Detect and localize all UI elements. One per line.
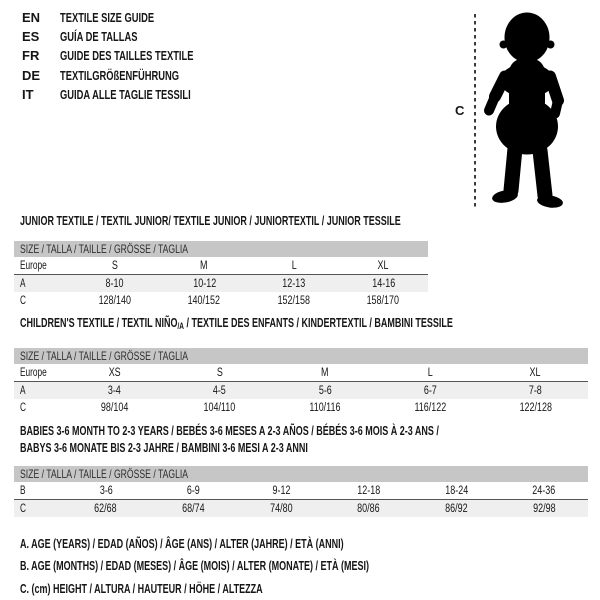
row-label-cell: C	[20, 401, 26, 414]
value-cell: 12-13	[282, 277, 306, 290]
table-row	[14, 482, 588, 500]
value-cell: 24-36	[500, 482, 588, 500]
value-cell: 62/68	[94, 502, 118, 515]
value-cell: 74/80	[269, 502, 293, 515]
size-header-label: SIZE / TALLA / TAILLE / GRÖSSE / TAGLIA	[20, 467, 189, 481]
row-label-cell: Europe	[14, 364, 62, 382]
table-title: JUNIOR TEXTILE / TEXTIL JUNIOR/ TEXTILE JUNIOR / JUNIORTEXTIL / JUNIOR TESSILE	[20, 214, 401, 228]
size-cell: M	[272, 364, 377, 382]
lang-row-fr	[22, 46, 442, 65]
table-title-line1: BABIES 3-6 MONTH TO 2-3 YEARS / BEBÉS 3-6 MESES A 2-3 AÑOS / BÉBÉS 3-6 MOIS À 2-3 ANS /	[20, 424, 439, 438]
lang-row-it	[22, 85, 442, 104]
value-cell: 98/104	[100, 401, 129, 414]
table-row	[14, 257, 428, 275]
table-row	[14, 399, 588, 416]
size-cell: S	[70, 257, 160, 275]
baby-silhouette-icon	[480, 10, 570, 208]
measure-legend	[20, 533, 505, 600]
lang-label: GUÍA DE TALLAS	[60, 29, 138, 45]
lang-code: EN	[22, 10, 41, 25]
table-row	[14, 382, 588, 400]
value-cell: 8-10	[105, 277, 124, 290]
value-cell: 92/98	[532, 502, 556, 515]
size-header-label: SIZE / TALLA / TAILLE / GRÖSSE / TAGLIA	[20, 349, 189, 363]
table-row	[14, 292, 428, 309]
row-label-cell: B	[14, 482, 62, 500]
size-cell: L	[378, 364, 483, 382]
row-label-cell: Europe	[14, 257, 70, 275]
table-title: CHILDREN'S TEXTILE / TEXTIL $NIÑO_{/A}$ / TEXTILE DES ENFANTS / KINDERTEXTIL / BAMBINI TESSILE	[20, 316, 453, 331]
lang-code: IT	[22, 86, 34, 102]
measure-label-c: C	[455, 103, 465, 118]
lang-row-en	[22, 8, 442, 27]
size-cell: M	[160, 257, 250, 275]
value-cell: 7-8	[528, 384, 542, 397]
value-cell: 116/122	[414, 401, 447, 414]
babies-size-table	[14, 482, 588, 517]
value-cell: 158/170	[367, 294, 400, 307]
lang-code: ES	[22, 29, 40, 45]
size-cell: XS	[62, 364, 167, 382]
value-cell: 12-18	[325, 482, 413, 500]
legend-line-b: B. AGE (MONTHS) / EDAD (MESES) / ÂGE (MOIS) / ALTER (MONATE) / ETÀ (MESI)	[20, 559, 369, 574]
language-title-block	[22, 8, 442, 104]
value-cell: 6-7	[423, 384, 437, 397]
table-row	[14, 500, 588, 518]
height-measure-dashed-line	[474, 14, 476, 207]
lang-label: GUIDE DES TAILLES TEXTILE	[60, 48, 194, 64]
value-cell: 14-16	[371, 277, 395, 290]
lang-label: TEXTILGRÖßENFÜHRUNG	[60, 67, 180, 83]
junior-textile-section	[14, 214, 549, 309]
lang-code: DE	[22, 67, 41, 83]
childrens-textile-section	[14, 316, 600, 416]
value-cell: 3-4	[108, 384, 122, 397]
size-header-label: SIZE / TALLA / TAILLE / GRÖSSE / TAGLIA	[20, 242, 189, 256]
row-label-cell: A	[20, 384, 26, 397]
value-cell: 68/74	[182, 502, 205, 515]
junior-size-table	[14, 257, 428, 309]
row-label-cell: C	[20, 502, 26, 515]
size-cell: XL	[483, 364, 588, 382]
value-cell: 18-24	[413, 482, 501, 500]
size-cell: XL	[339, 257, 429, 275]
value-cell: 122/128	[519, 401, 552, 414]
lang-row-de	[22, 66, 442, 85]
value-cell: 5-6	[318, 384, 332, 397]
value-cell: 110/116	[309, 401, 341, 414]
lang-label: GUIDA ALLE TAGLIE TESSILI	[60, 86, 191, 102]
legend-line-a: A. AGE (YEARS) / EDAD (AÑOS) / ÂGE (ANS) / ALTER (JAHRE) / ETÀ (ANNI)	[20, 537, 344, 551]
size-cell: S	[167, 364, 272, 382]
lang-label: TEXTILE SIZE GUIDE	[60, 10, 155, 25]
value-cell: 4-5	[213, 384, 227, 397]
value-cell: 3-6	[62, 482, 150, 500]
legend-line-c: C. (cm) HEIGHT / ALTURA / HAUTEUR / HÖHE / ALTEZZA	[20, 581, 263, 596]
size-header-bar	[14, 466, 588, 482]
value-cell: 104/110	[203, 401, 236, 414]
table-title-line2: BABYS 3-6 MONATE BIS 2-3 JAHRE / BAMBINI 3-6 MESI A 2-3 ANNI	[20, 441, 308, 455]
table-row	[14, 364, 588, 382]
value-cell: 86/92	[445, 502, 468, 515]
value-cell: 152/158	[277, 294, 310, 307]
table-row	[14, 275, 428, 293]
babies-textile-section	[14, 423, 600, 517]
value-cell: 128/140	[98, 294, 131, 307]
lang-row-es	[22, 27, 442, 46]
size-header-bar	[14, 241, 428, 257]
value-cell: 140/152	[188, 294, 221, 307]
size-header-bar	[14, 348, 588, 364]
value-cell: 10-12	[192, 277, 216, 290]
lang-code: FR	[22, 48, 40, 64]
value-cell: 6-9	[150, 482, 238, 500]
row-label-cell: A	[20, 277, 26, 290]
value-cell: 9-12	[237, 482, 325, 500]
row-label-cell: C	[20, 294, 26, 307]
children-size-table	[14, 364, 588, 416]
size-cell: L	[249, 257, 339, 275]
value-cell: 80/86	[357, 502, 381, 515]
